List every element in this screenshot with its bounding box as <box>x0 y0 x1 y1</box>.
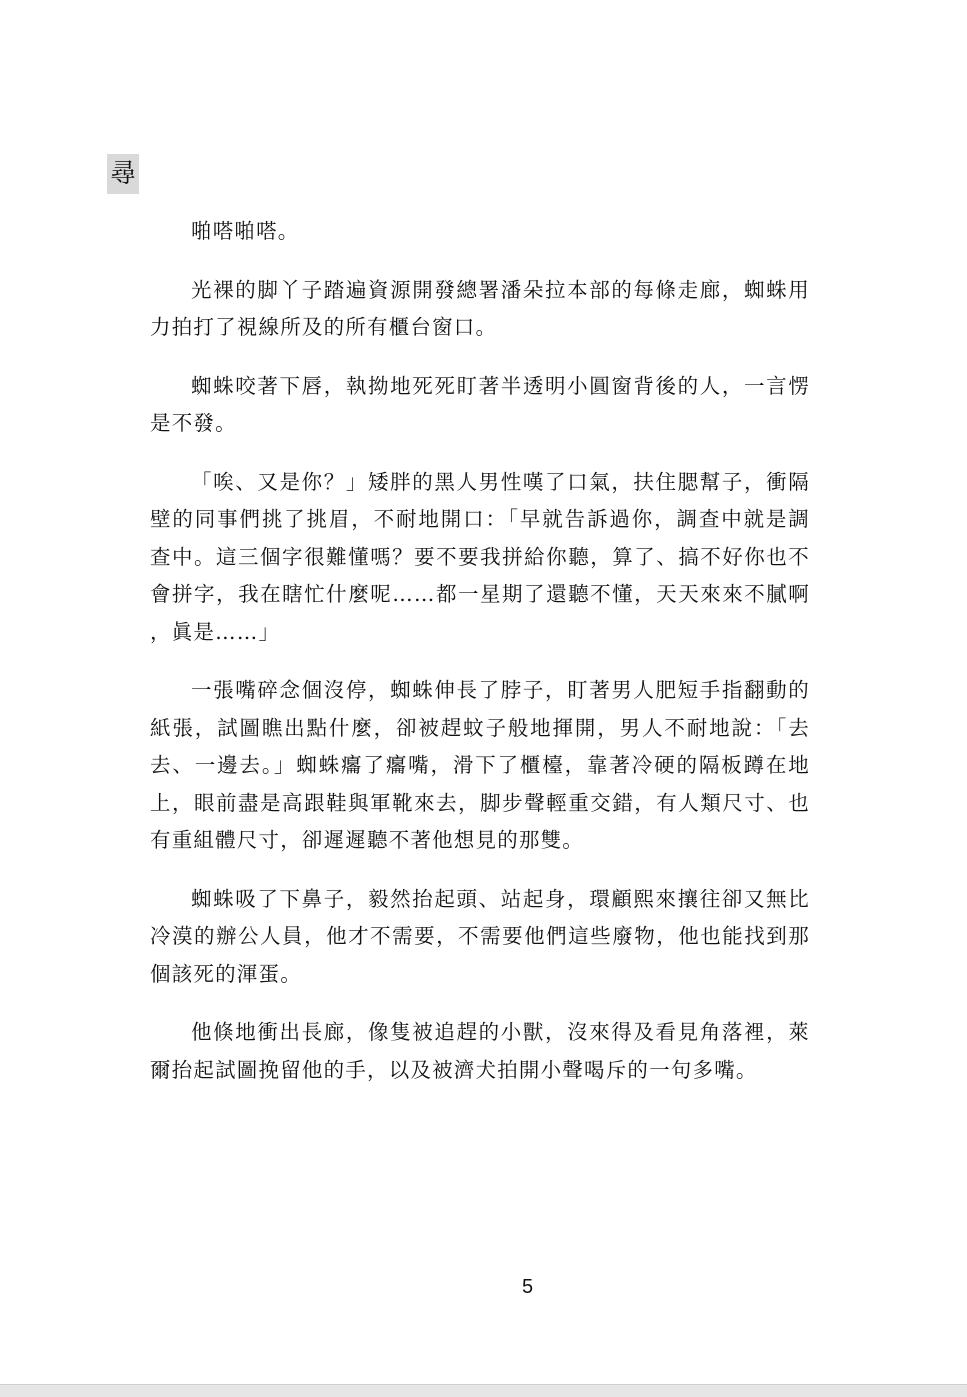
paragraph: 他倏地衝出長廊，像隻被追趕的小獸，沒來得及看見角落裡，萊爾抬起試圖挽留他的手，以及被濟犬拍開小聲喝斥的一句多嘴。 <box>150 1020 810 1082</box>
page-number: 5 <box>521 1276 534 1298</box>
paragraph: 蜘蛛咬著下唇，執拗地死死盯著半透明小圓窗背後的人，一言愣是不發。 <box>150 373 810 435</box>
chapter-heading: 尋 <box>107 154 139 194</box>
paragraph: 光裸的脚丫子踏遍資源開發總署潘朵拉本部的每條走廊，蜘蛛用力拍打了視線所及的所有櫃台窗口。 <box>150 277 810 339</box>
paragraph: 蜘蛛吸了下鼻子，毅然抬起頭、站起身，環顧熙來攘往卻又無比冷漠的辦公人員，他才不需要，不需要他們這些廢物，他也能找到那個該死的渾蛋。 <box>150 886 810 986</box>
body-text <box>150 213 810 1110</box>
viewer-bottom-edge <box>0 1384 967 1397</box>
paragraph: 「唉、又是你？」矮胖的黑人男性嘆了口氣，扶住腮幫子，衝隔壁的同事們挑了挑眉，不耐地開口：「早就告訴過你，調查中就是調查中。這三個字很難懂嗎？要不要我拼給你聽，算了、搞不好你也不會拼字，我在瞎忙什麼呢……都一星期了還聽不懂，天天來來不膩啊，眞是……」 <box>150 469 810 644</box>
paragraph: 啪嗒啪嗒。 <box>191 219 300 243</box>
paragraph: 一張嘴碎念個沒停，蜘蛛伸長了脖子，盯著男人肥短手指翻動的紙張，試圖瞧出點什麼，卻被趕蚊子般地揮開，男人不耐地說：「去去、一邊去。」蜘蛛癟了癟嘴，滑下了櫃檯，靠著冷硬的隔板蹲在地上，眼前盡是高跟鞋與軍靴來去，脚步聲輕重交錯，有人類尺寸、也有重組體尺寸，卻遲遲聽不著他想見的那雙。 <box>150 678 810 852</box>
